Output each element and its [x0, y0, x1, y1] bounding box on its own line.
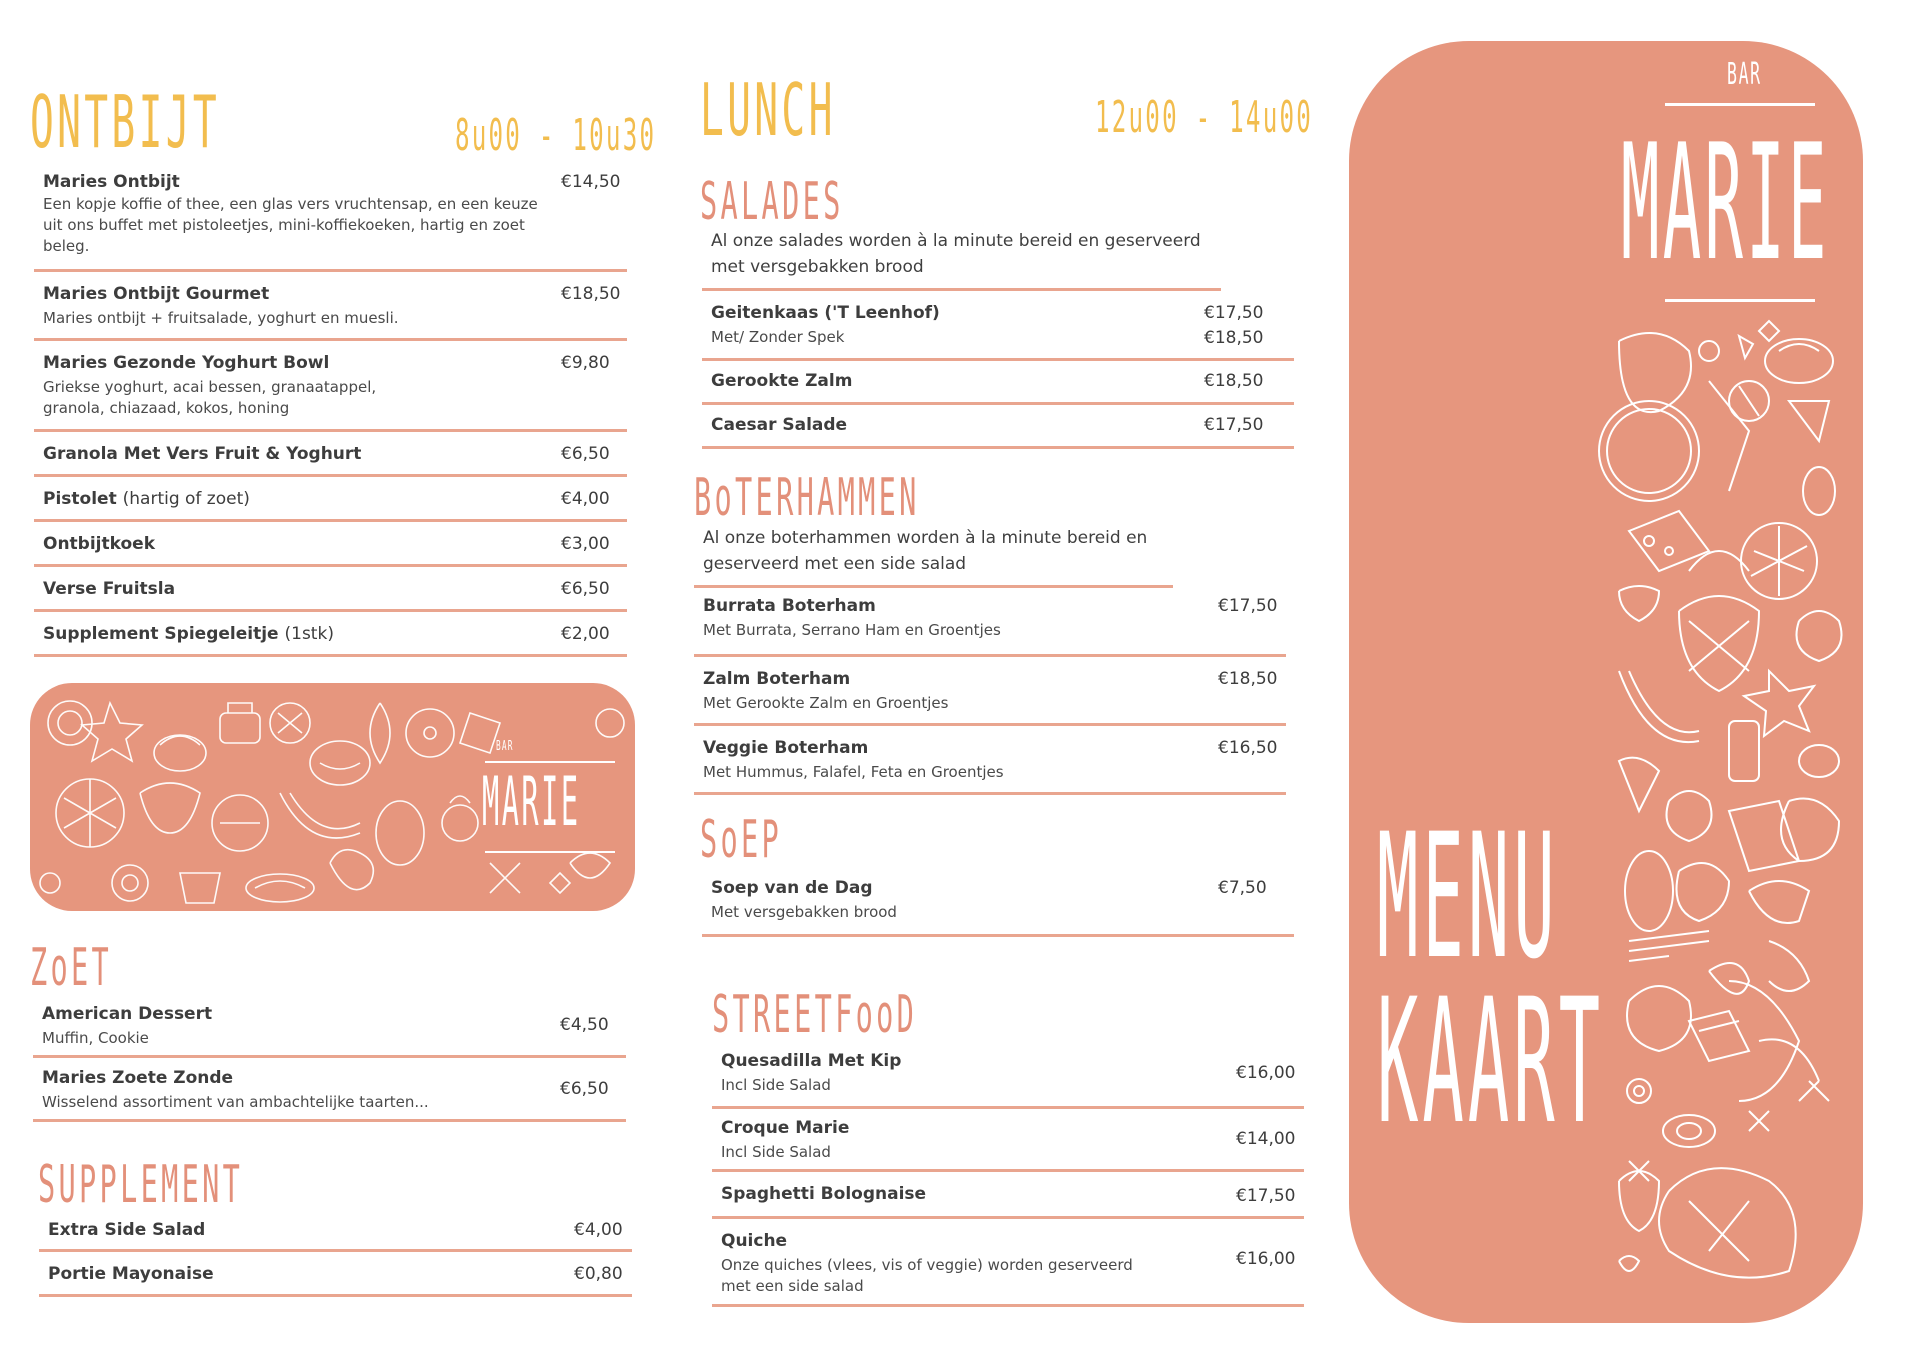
item-price: €4,00: [574, 1220, 623, 1240]
item-name: Granola Met Vers Fruit & Yoghurt: [43, 444, 362, 464]
item-name: Veggie Boterham: [703, 738, 869, 758]
item-note: (hartig of zoet): [122, 489, 250, 509]
soep-section: [700, 810, 1300, 870]
salades-title: SALADES: [700, 172, 844, 232]
item-name: Spaghetti Bolognaise: [721, 1184, 927, 1204]
item-price: €17,50: [1236, 1186, 1296, 1206]
item-description: Met Burrata, Serrano Ham en Groentjes: [703, 621, 1001, 639]
item-price: €9,80: [561, 353, 610, 373]
item-name: Burrata Boterham: [703, 596, 876, 616]
item-name: Caesar Salade: [711, 415, 848, 435]
item-price: €14,50: [561, 172, 621, 192]
boterhammen-section: [694, 468, 1294, 528]
menu-item: [702, 361, 1294, 405]
streetfood-section: [712, 985, 1312, 1045]
cover-bar-label: BAR: [1727, 57, 1762, 92]
menu-item: [712, 1219, 1304, 1307]
item-name: [43, 489, 250, 509]
item-price-alt: €18,50: [1204, 328, 1264, 348]
menu-item: [34, 477, 627, 522]
item-price: €6,50: [561, 444, 610, 464]
item-name-text: Supplement Spiegeleitje: [43, 624, 279, 644]
menu-item: [34, 612, 627, 657]
soep-list: [702, 876, 1294, 937]
boterhammen-title: BoTERHAMMEN: [694, 468, 920, 528]
item-name: Maries Ontbijt: [43, 172, 180, 192]
item-price: €14,00: [1236, 1129, 1296, 1149]
item-price: €17,50: [1218, 596, 1278, 616]
cover-panel: [1349, 41, 1863, 1323]
item-description: Onze quiches (vlees, vis of veggie) worden geserveerd met een side salad: [721, 1256, 1133, 1295]
item-price: €16,00: [1236, 1063, 1296, 1083]
item-description: Met versgebakken brood: [711, 903, 897, 921]
streetfood-list: [712, 1047, 1304, 1307]
item-price: €6,50: [561, 579, 610, 599]
item-description: Een kopje koffie of thee, een glas vers vruchtensap, en een keuze uit ons buffet met pistoleetjes, mini-koffiekoeken, hartig en zoet beleg.: [43, 195, 538, 255]
menu-item: [694, 657, 1286, 726]
item-price: €16,50: [1218, 738, 1278, 758]
salades-intro: Al onze salades worden à la minute bereid en geserveerd met versgebakken brood: [702, 228, 1221, 291]
item-name: Croque Marie: [721, 1118, 850, 1138]
item-price: €2,00: [561, 624, 610, 644]
item-price: €3,00: [561, 534, 610, 554]
item-description: Griekse yoghurt, acai bessen, granaatappel, granola, chiazaad, kokos, honing: [43, 378, 377, 417]
menu-item: [34, 168, 627, 272]
item-name: Soep van de Dag: [711, 878, 873, 898]
item-description: Met/ Zonder Spek: [711, 328, 845, 346]
banner-marie-logo: MARIE: [482, 763, 581, 842]
item-note: (1stk): [284, 624, 334, 644]
menu-item: [702, 291, 1294, 361]
menu-item: [34, 567, 627, 612]
banner-bar-label: BAR: [496, 739, 514, 754]
menu-item: [33, 1058, 626, 1122]
item-name: Zalm Boterham: [703, 669, 851, 689]
item-name: Maries Ontbijt Gourmet: [43, 284, 270, 304]
zoet-section: [30, 938, 630, 998]
supplement-section: [38, 1155, 638, 1215]
item-description: Muffin, Cookie: [42, 1029, 149, 1047]
ontbijt-list: [34, 168, 627, 657]
menu-item: [34, 341, 627, 432]
menu-item: [694, 726, 1286, 795]
banner-illustration: [30, 683, 635, 911]
menu-item: [34, 522, 627, 567]
streetfood-title: STREETFooD: [712, 985, 918, 1045]
item-description: Met Hummus, Falafel, Feta en Groentjes: [703, 763, 1004, 781]
menu-item: [702, 405, 1294, 449]
salades-section: [700, 172, 1300, 232]
item-price: €18,50: [561, 284, 621, 304]
item-price: €7,50: [1218, 878, 1267, 898]
item-name: Maries Zoete Zonde: [42, 1068, 234, 1088]
cover-kaart-title: KAART: [1377, 961, 1605, 1162]
boterhammen-intro: Al onze boterhammen worden à la minute bereid en geserveerd met een side salad: [694, 525, 1173, 588]
item-name: Ontbijtkoek: [43, 534, 155, 554]
item-name: [43, 624, 334, 644]
menu-item: [39, 1252, 632, 1297]
item-price: €4,00: [561, 489, 610, 509]
item-name: Verse Fruitsla: [43, 579, 176, 599]
item-name: Extra Side Salad: [48, 1220, 206, 1240]
banner-bottom-rule: [485, 851, 615, 853]
boterhammen-list: [694, 525, 1286, 795]
zoet-title: ZoET: [30, 938, 113, 998]
item-price: €0,80: [574, 1264, 623, 1284]
menu-item: [34, 272, 627, 341]
item-description: Wisselend assortiment van ambachtelijke taarten...: [42, 1093, 429, 1111]
salades-list: [702, 228, 1294, 449]
menu-item: [712, 1109, 1304, 1172]
item-price: €17,50: [1204, 303, 1264, 323]
item-price: €17,50: [1204, 415, 1264, 435]
menu-item: [702, 876, 1294, 937]
item-price: €16,00: [1236, 1249, 1296, 1269]
menu-item: [39, 1212, 632, 1252]
item-name: Portie Mayonaise: [48, 1264, 214, 1284]
item-name: Gerookte Zalm: [711, 371, 853, 391]
item-description: Incl Side Salad: [721, 1076, 831, 1094]
ontbijt-time: 8u00 - 10u30: [455, 110, 657, 161]
item-description: Met Gerookte Zalm en Groentjes: [703, 694, 949, 712]
soep-title: SoEP: [700, 810, 783, 870]
menu-item: [694, 588, 1286, 657]
menu-item: [34, 432, 627, 477]
supplement-title: SUPPLEMENT: [38, 1155, 244, 1215]
item-name: Quiche: [721, 1231, 788, 1251]
lunch-title: LUNCH: [700, 68, 836, 152]
item-name: American Dessert: [42, 1004, 213, 1024]
item-name: Quesadilla Met Kip: [721, 1051, 902, 1071]
supplement-list: [39, 1212, 632, 1297]
item-description: Incl Side Salad: [721, 1143, 831, 1161]
cover-menu-title: MENU: [1377, 796, 1559, 997]
item-price: €18,50: [1218, 669, 1278, 689]
lunch-time: 12u00 - 14u00: [1095, 92, 1314, 143]
ontbijt-title: ONTBIJT: [30, 80, 220, 164]
item-price: €4,50: [560, 1015, 609, 1035]
item-price: €6,50: [560, 1079, 609, 1099]
menu-item: [712, 1047, 1304, 1109]
item-name-text: Pistolet: [43, 489, 117, 509]
item-price: €18,50: [1204, 371, 1264, 391]
item-name: Geitenkaas ('T Leenhof): [711, 303, 940, 323]
cover-marie-logo: MARIE: [1621, 109, 1830, 296]
menu-item: [712, 1172, 1304, 1219]
item-description: Maries ontbijt + fruitsalade, yoghurt en muesli.: [43, 309, 399, 327]
zoet-list: [33, 1000, 626, 1122]
menu-item: [33, 1000, 626, 1058]
item-name: Maries Gezonde Yoghurt Bowl: [43, 353, 330, 373]
